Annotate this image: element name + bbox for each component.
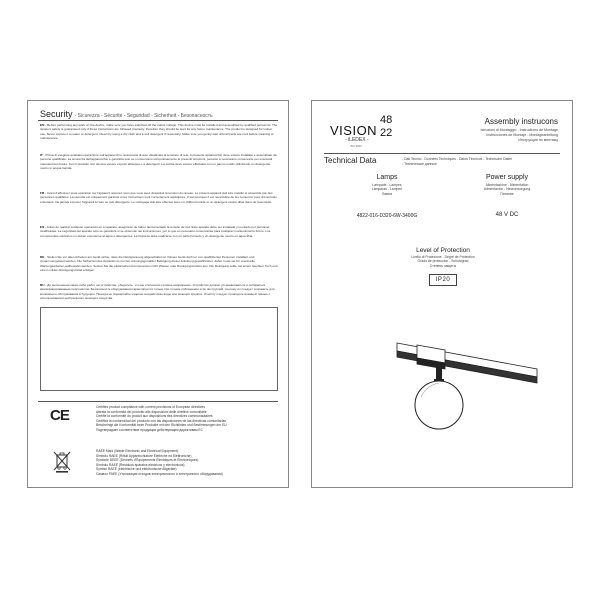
lamps-value: 4822-016-D320-6W-3400G bbox=[356, 213, 418, 219]
lang-code: ES bbox=[40, 225, 45, 229]
security-heading bbox=[40, 109, 213, 119]
technical-data-languages bbox=[402, 157, 562, 166]
power-supply-languages bbox=[452, 183, 562, 196]
power-supply-title: Power supply bbox=[485, 174, 529, 181]
logo-cert: ISO 9001 bbox=[350, 144, 362, 148]
security-languages: - Sicurezza - Sécurité - Seguridad - Sicherheit - Безопасность bbox=[74, 113, 213, 119]
paragraph-text: - Prima di eseguire qualsiasi operazione sull'apparecchio, assicurarsi di aver disattivato la tensione di rete. Il presente apparecchio deve essere installato e assemblato da persone qualificate. La sicurezza dell'apparecchio è garantita solo se si osservano scrupolosamente le presenti istruzioni, pertanto è necessario conservarle per eventuali manutenzioni future. Con il prodotto non devono essere esposti all'acqua o a detergenti. La pulizia deve essere effettuata con un panno umido utilizzando un detergente neutro in acqua tiepida. bbox=[40, 153, 277, 170]
ce-line: Certifie la conformité du produit aux dispositions des directives communautaires bbox=[96, 414, 213, 419]
paragraph-text: - Antes de realizar cualquier operación en el aparato, asegúrese de haber desconectado la tensión de red. Este aparato debe ser instalado y montado por personas cualificadas. La seguridad del aparato sólo se garantiza si se observan las instrucciones, por lo que es necesario conservarlas para cualquier mantenimiento futuro. Los componentes eléctricos no deben exponerse al agua o detergentes. La limpieza debe realizarse con un paño húmedo y un detergente neutro en agua tibia. bbox=[40, 225, 271, 238]
ce-mark-icon: CE bbox=[50, 407, 69, 424]
paragraph-fr bbox=[40, 191, 278, 223]
ce-statements bbox=[96, 405, 281, 433]
power-supply-value: 48 V DC bbox=[495, 212, 519, 218]
lang-code: FR bbox=[40, 191, 45, 195]
security-sheet bbox=[27, 100, 289, 488]
weee-line: Simbolo RAEE (Rifiuti Apparecchiature Elettriche ed Elettroniche) bbox=[96, 453, 192, 458]
weee-line: RAEE Mark (Waste Electronic and Electrical Equipment) bbox=[96, 449, 179, 453]
ce-line: Certifies product compliance with current provisions of European directives bbox=[96, 405, 206, 409]
lang-code: EN bbox=[40, 123, 45, 127]
lang-code: IT bbox=[40, 153, 43, 157]
ip-rating-badge: IP20 bbox=[429, 274, 457, 286]
protection-lang-line: Livello di Protezione - Degré de Protection bbox=[411, 255, 475, 259]
weee-line: Символ РАЕЕ (Утилизация отходов электрического и электронного оборудования) bbox=[96, 471, 223, 476]
assembly-heading bbox=[480, 117, 558, 142]
ce-line: Attesta la conformità del prodotto alle disposizioni delle direttive comunitarie bbox=[96, 409, 207, 414]
paragraph-text: - Stellen Sie vor allen Arbeiten am Gerät sicher, dass die Netzspannung abgeschaltet ist. Dieses Gerät darf nur von qualifizierten Personen installiert und zusammengebaut werden. Die Sicherheit des Apparats ist nur bei ordnungsgemäßer Befolgung dieser Anleitung gewährleistet, daher muss sie für eventuelle Wartungsarbeiten aufbewahrt werden. Setzen Sie die elektrischen Komponenten nicht Wasser oder Reinigungsmitteln aus. Die Reinigung sollte mit einem feuchten Tuch und einem milden Reinigungsmittel erfolgen. bbox=[40, 255, 278, 272]
weee-line: Símbolo RAEE (Residuos aparatos eléctricos y electrónicos) bbox=[96, 462, 185, 467]
assembly-lang-line: Istruzioni di Montaggio - Instructions de Montage bbox=[480, 128, 558, 132]
ce-line: Bescheinigt die Konformität beim Produkte mit den Richtlinien und Bestimmungen der EU bbox=[96, 423, 227, 428]
paragraph-de bbox=[40, 255, 278, 281]
paragraph-text: - Avant d'effectuer toute opération sur l'appareil, assurez-vous que vous avez désactivé la tension du réseau. Le présent appareil doit être installé et assemblé par des personnes qualifiées. La sécurité est uniquement garantie si les instructions sont correctement appliquées. C'est pourquoi il est nécessaire de les conserver pour d'éventuels entretiens. Ne jamais exposer l'appareil à l'eau ou aux détergents. Le nettoyage doit être effectué avec un chiffon humide et un détergent neutre dilué dans de l'eau tiède. bbox=[40, 191, 277, 204]
power-lang-line: Alimentazione - Alimentation bbox=[485, 183, 529, 187]
paragraph-ru bbox=[40, 283, 278, 305]
weee-line: Symbol RAEE (elektrische und elektronische Altgeräte) bbox=[96, 467, 177, 472]
ce-line: Certifica la conformidad del producto con las disposiciones de las directivas comunitarias bbox=[96, 418, 226, 423]
protection-languages bbox=[312, 255, 574, 268]
lang-code: DE bbox=[40, 255, 45, 259]
blank-frame bbox=[40, 307, 278, 391]
lamps-title: Lamps bbox=[376, 174, 398, 181]
paragraph-es bbox=[40, 225, 278, 253]
power-lang-line: Питание bbox=[500, 191, 514, 196]
ce-line: Подтверждает соответствие продукции действующим директивам ЕС bbox=[96, 427, 204, 432]
assembly-lang-line: Instrucciones de Montaje - Montageanleitung bbox=[486, 132, 558, 137]
assembly-languages bbox=[480, 128, 558, 142]
protection-lang-line: Степень защиты bbox=[429, 263, 457, 268]
paragraph-en bbox=[40, 123, 278, 151]
protection-title: Level of Protection bbox=[416, 247, 470, 254]
technical-data-title: Technical Data bbox=[324, 156, 377, 165]
assembly-sheet bbox=[311, 100, 573, 488]
paragraph-text: - До выполнения каких-либо работ на устройстве, убедитесь, что вы отключили сетевое напряжение. Устройство должно устанавливаться и собираться квалифицированным персоналом. Безопасность оборудования гарантируется только при точном соблюдении этих инструкций, поэтому их следует сохранить для возможного обслуживания в будущем. Никогда не подвергайте изделие воздействию воды или моющих средств. Очистку следует проводить влажной тканью с использованием нейтрального моющего средства. bbox=[40, 283, 275, 300]
logo-number-top: 48 bbox=[380, 114, 393, 126]
crossed-bin-icon bbox=[53, 451, 71, 473]
paragraph-text: - Before performing any work on the device, make sure you have switched off the mains voltage. This device must be installed and assembled by qualified personnel. The device's safety is guaranteed only if these instructions are followed precisely, therefore they should be kept for any future maintenance. The product is designed for indoor use. Never expose it to water or detergent. Clean by using a dry cloth and a soft detergent if necessary. Make sure you gently wait until all parts are cool before cleaning or maintenance. bbox=[40, 123, 278, 140]
paragraph-it bbox=[40, 153, 278, 189]
security-divider bbox=[38, 120, 278, 121]
protection-lang-line: Grado de protección - Schutzgrad bbox=[417, 259, 469, 264]
logo-number-bottom: 22 bbox=[380, 127, 393, 139]
weee-statements bbox=[96, 449, 281, 477]
technical-divider bbox=[324, 153, 560, 154]
track-lamp-illustration-icon bbox=[387, 323, 557, 453]
logo-brand: - iLEDEX - bbox=[345, 137, 369, 143]
assembly-lang-line: Инструкция по монтажу bbox=[518, 137, 558, 142]
lang-code: RU bbox=[40, 283, 45, 287]
lamps-languages bbox=[332, 183, 442, 196]
logo-word: VISION bbox=[330, 123, 378, 138]
tech-lang-line: - Технические данные bbox=[402, 161, 437, 166]
power-lang-line: Alimentación - Netzversorgung bbox=[483, 187, 531, 192]
security-title: Security bbox=[40, 109, 73, 119]
lamps-lang-line: Lámparas - Lampen bbox=[371, 187, 403, 192]
tech-lang-line: - Dati Tecnici - Données Techniques - Datos Técnicos - Technische Daten bbox=[402, 157, 513, 161]
weee-line: Symbole DEEE (Déchets d'Équipements Électriques et Électroniques) bbox=[96, 458, 199, 463]
lamps-lang-line: Lampade - Lampes bbox=[372, 183, 402, 187]
certification-divider bbox=[38, 401, 278, 402]
lamps-lang-line: Лампа bbox=[381, 191, 393, 196]
assembly-title: Assembly instrucons bbox=[484, 117, 558, 126]
vision-logo bbox=[330, 113, 400, 149]
